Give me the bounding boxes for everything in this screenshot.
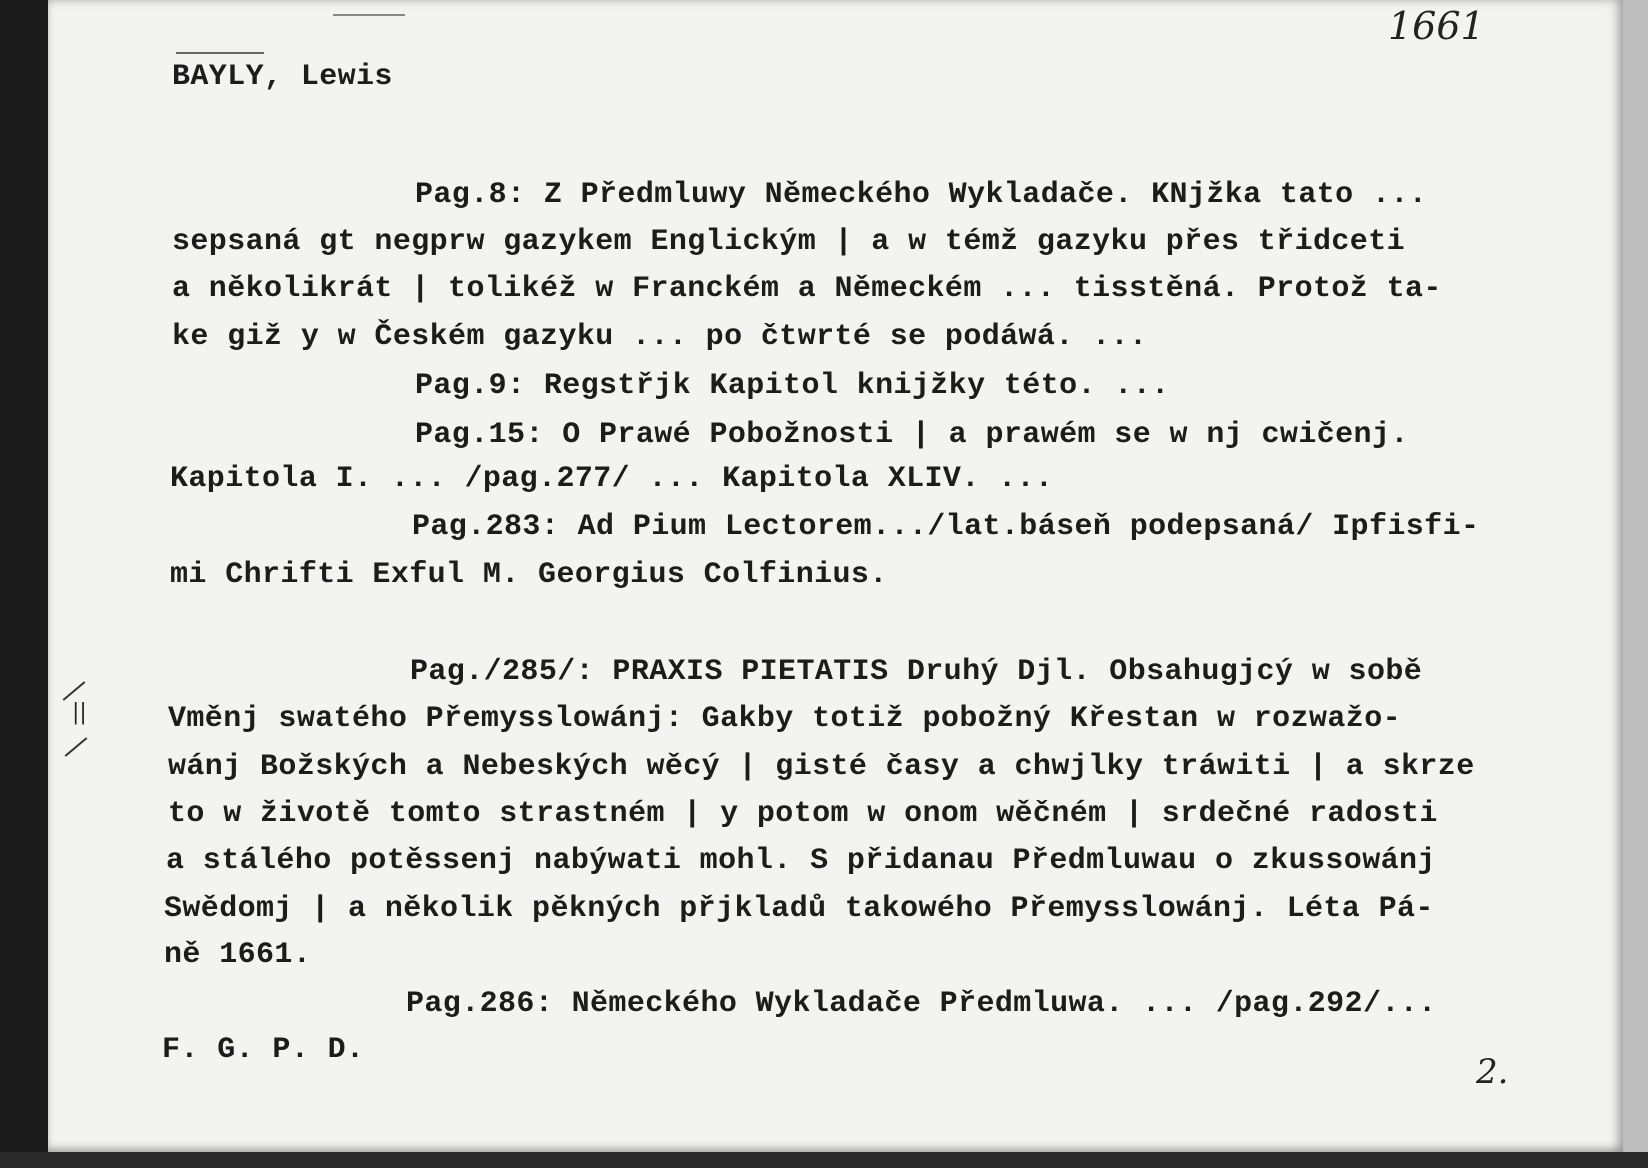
text-line: Swědomj | a několik pěkných přjkladů takowého Přemysslowánj. Léta Pá- — [164, 892, 1434, 926]
text-line: Pag.15: O Prawé Pobožnosti | a prawém se w nj cwičenj. — [415, 418, 1409, 452]
text-line: ně 1661. — [164, 938, 312, 972]
heading-mark — [176, 52, 264, 54]
margin-mark: || — [72, 700, 87, 725]
text-line: Vměnj swatého Přemysslowánj: Gakby totiž pobožný Křestan w rozwažo- — [168, 702, 1401, 736]
text-line: Pag.286: Německého Wykladače Předmluwa. ... /pag.292/... — [406, 987, 1437, 1021]
card-heading: BAYLY, Lewis — [172, 60, 393, 94]
text-line: a stálého potěssenj nabýwati mohl. S přidanau Předmluwau o zkussowánj — [166, 844, 1436, 878]
text-line: ke giž y w Českém gazyku ... po čtwrté se podáwá. ... — [172, 320, 1148, 354]
text-line: mi Chrifti Exful M. Georgius Colfinius. — [170, 558, 888, 592]
text-line: Pag./285/: PRAXIS PIETATIS Druhý Djl. Obsahugjcý w sobě — [410, 655, 1423, 689]
card-bottom-edge — [0, 1152, 1648, 1168]
text-line: Kapitola I. ... /pag.277/ ... Kapitola XLIV. ... — [170, 462, 1054, 496]
text-line: a několikrát | tolikéž w Franckém a Německém ... tisstěná. Protož ta- — [172, 272, 1442, 306]
text-line: F. G. P. D. — [162, 1033, 365, 1067]
card-number: 2. — [1476, 1052, 1509, 1092]
shelf-number: 1661 — [1388, 4, 1485, 48]
text-line: Pag.283: Ad Pium Lectorem.../lat.báseň podepsaná/ Ipfisfi- — [412, 510, 1480, 544]
text-line: Pag.8: Z Předmluwy Německého Wykladače. KNjžka tato ... — [415, 178, 1428, 212]
text-line: Pag.9: Regstřjk Kapitol knijžky této. ... — [415, 369, 1170, 403]
text-line: to w životě tomto strastném | y potom w onom wěčném | srdečné radosti — [168, 797, 1438, 831]
card-right-edge — [1623, 0, 1648, 1168]
text-line: sepsaná gt negprw gazykem Englickým | a w témž gazyku přes třidceti — [172, 225, 1405, 259]
text-line: wánj Božských a Nebeských wěcý | gisté časy a chwjlky tráwiti | a skrze — [168, 750, 1475, 784]
top-mark — [333, 14, 405, 16]
